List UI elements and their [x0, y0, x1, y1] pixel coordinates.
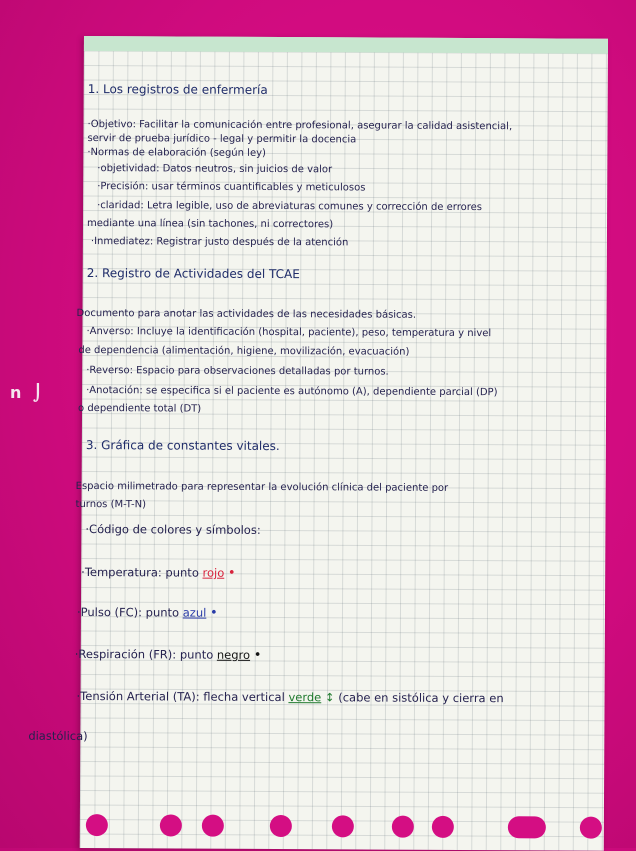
section-1-title: 1. Los registros de enfermería [87, 82, 268, 97]
pulse-color: azul [182, 605, 207, 620]
punch-hole [86, 814, 108, 836]
section-2-line-2: ·Anverso: Incluye la identificación (hospital, paciente), peso, temperatura y nivel [86, 326, 492, 340]
pulse-line [77, 606, 601, 622]
punch-hole [270, 815, 292, 837]
section-1-line-6: ·claridad: Letra legible, uso de abreviaturas comunes y corrección de errores [97, 200, 483, 214]
respiration-line [75, 648, 599, 664]
punch-hole [392, 816, 414, 838]
section-2-line-3: de dependencia (alimentación, higiene, movilización, evacuación) [78, 344, 410, 358]
section-1-line-2: servir de prueba jurídico - legal y permitir la docencia [87, 133, 357, 146]
punch-hole [432, 816, 454, 838]
punch-hole [202, 815, 224, 837]
vertical-arrow-icon: ↕ [324, 690, 335, 705]
punch-holes [80, 814, 604, 841]
section-2-line-4: ·Reverso: Espacio para observaciones detalladas por turnos. [86, 365, 389, 378]
punch-hole [332, 815, 354, 837]
blood-pressure-color: verde [288, 690, 322, 705]
blood-pressure-detail: (cabe en sistólica y cierra en [338, 690, 504, 706]
section-2-line-1: Documento para anotar las actividades de las necesidades básicas. [76, 307, 417, 321]
section-1-line-3: ·Normas de elaboración (según ley) [87, 147, 266, 159]
color-code-heading: ·Código de colores y símbolos: [85, 522, 261, 537]
respiration-label: ·Respiración (FR): punto [74, 646, 214, 662]
section-3-title: 3. Gráfica de constantes vitales. [85, 438, 280, 454]
section-1-line-4: ·objetividad: Datos neutros, sin juicios de valor [97, 163, 333, 176]
red-dot-icon: • [227, 565, 236, 581]
black-dot-icon: • [253, 647, 262, 663]
section-2-line-5: ·Anotación: se especifica si el paciente es autónomo (A), dependiente parcial (DP) [86, 385, 498, 399]
blood-pressure-line-2: diastólica) [28, 728, 88, 744]
punch-hole [508, 816, 546, 838]
section-1-line-5: ·Precisión: usar términos cuantificables y meticulosos [97, 181, 366, 194]
blue-dot-icon: • [209, 605, 218, 621]
page-top-band [84, 36, 608, 54]
section-1-line-1: ·Objetivo: Facilitar la comunicación entre profesional, asegurar la calidad asistencial, [87, 119, 513, 133]
blood-pressure-label: ·Tensión Arterial (TA): flecha vertical [76, 688, 285, 705]
pulse-label: ·Pulso (FC): punto [76, 604, 180, 620]
notebook-page [28, 36, 608, 851]
punch-hole [160, 814, 182, 836]
table-print-mark: n ⌡ [10, 383, 46, 402]
punch-hole [580, 817, 602, 839]
section-3-intro-2: turnos (M-T-N) [75, 498, 147, 511]
section-1-line-8: ·Inmediatez: Registrar justo después de la atención [90, 236, 349, 249]
temperature-label: ·Temperatura: punto [81, 564, 199, 580]
respiration-color: negro [216, 647, 251, 662]
section-1-line-7: mediante una línea (sin tachones, ni correctores) [86, 218, 334, 231]
section-2-title: 2. Registro de Actividades del TCAE [86, 266, 300, 282]
temperature-color: rojo [202, 565, 225, 580]
blood-pressure-line [76, 688, 601, 706]
temperature-line [81, 566, 605, 582]
section-2-line-6: o dependiente total (DT) [78, 402, 202, 415]
section-3-intro-1: Espacio milimetrado para representar la evolución clínica del paciente por [75, 480, 449, 494]
